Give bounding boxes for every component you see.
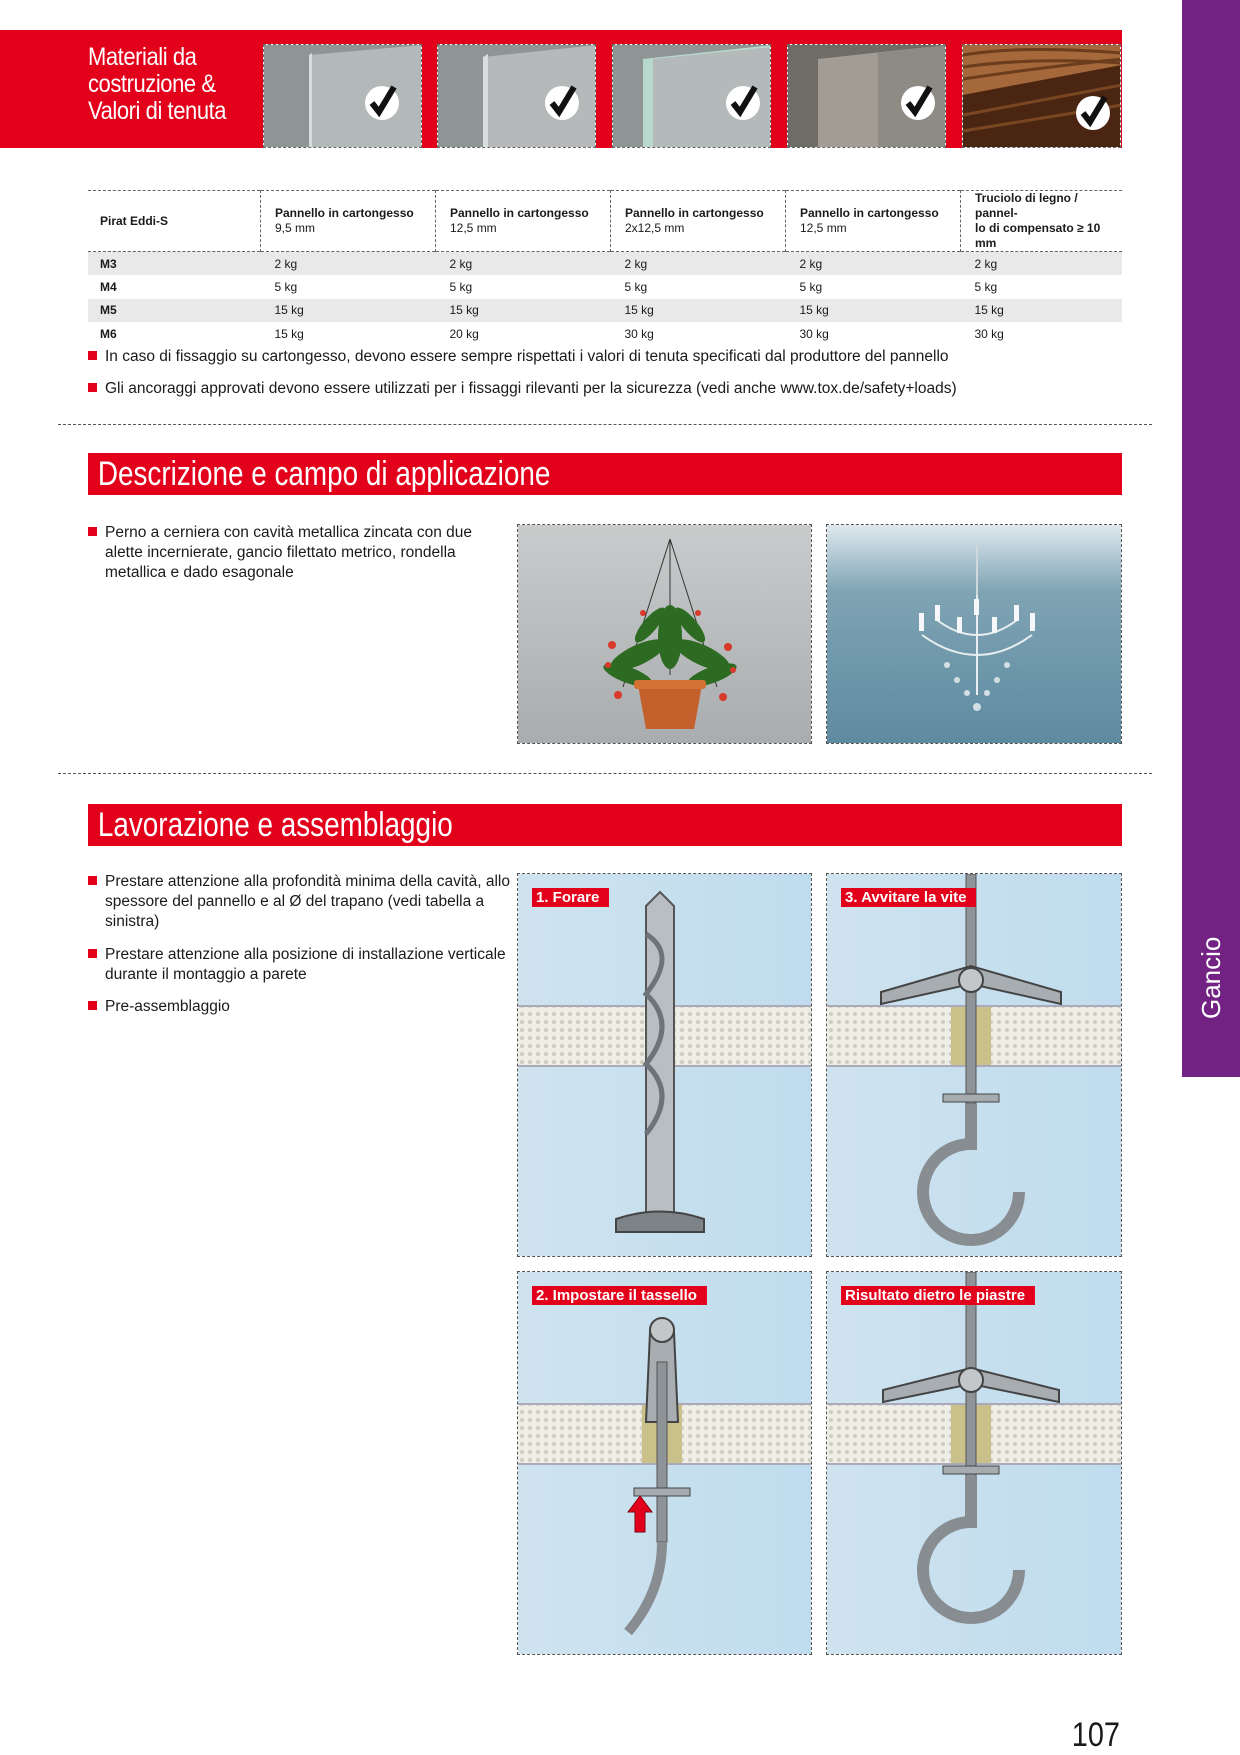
header-title-line: costruzione & — [88, 70, 216, 98]
step-label: Risultato dietro le piastre — [841, 1286, 1035, 1305]
table-row: M6 15 kg 20 kg 30 kg 30 kg 30 kg — [100, 326, 1004, 341]
material-tile-wood — [962, 44, 1121, 148]
note-item: In caso di fissaggio su cartongesso, devono essere sempre rispettati i valori di tenuta specificati dal produttore del pannello — [88, 347, 1122, 367]
photo-chandelier — [826, 524, 1122, 744]
check-icon — [1076, 96, 1110, 130]
table-row: M4 5 kg 5 kg 5 kg 5 kg 5 kg — [100, 279, 998, 294]
material-tile-drywall-9-5 — [263, 44, 422, 148]
assembly-bullet: Prestare attenzione alla profondità minima della cavità, allo spessore del pannello e al Ø del trapano (vedi tabella a sinistra) — [88, 872, 535, 932]
step-image-result — [826, 1271, 1122, 1655]
header-title-line: Materiali da — [88, 43, 197, 71]
photo-hanging-plant — [517, 524, 812, 744]
step-image-drill — [517, 873, 812, 1257]
table-column-header: Pannello in cartongesso 12,5 mm — [436, 191, 611, 252]
section-divider — [58, 424, 1152, 425]
check-icon — [901, 86, 935, 120]
table-row: M3 2 kg 2 kg 2 kg 2 kg 2 kg — [88, 252, 1122, 276]
bullet-square-icon — [88, 383, 97, 392]
material-tile-rough-board — [787, 44, 946, 148]
check-icon — [726, 86, 760, 120]
step-image-set-anchor — [517, 1271, 812, 1655]
assembly-bullet: Prestare attenzione alla posizione di installazione verticale durante il montaggio a parete — [88, 945, 535, 985]
section-divider — [58, 773, 1152, 774]
description-bullet: Perno a cerniera con cavità metallica zincata con due alette incernierate, gancio filettato metrico, rondella metallica e dado esagonale — [88, 523, 505, 583]
table-row: M5 15 kg 15 kg 15 kg 15 kg 15 kg — [88, 299, 1122, 323]
check-icon — [545, 86, 579, 120]
material-tile-drywall-2x12-5 — [612, 44, 771, 148]
bullet-square-icon — [88, 527, 97, 536]
header-title-line: Valori di tenuta — [88, 97, 227, 125]
material-tile-drywall-12-5 — [437, 44, 596, 148]
section-heading-assembly: Lavorazione e assemblaggio — [88, 804, 1122, 846]
check-icon — [365, 86, 399, 120]
side-tab — [1182, 0, 1240, 1077]
assembly-bullet: Pre-assemblaggio — [88, 997, 535, 1017]
step-label: 3. Avvitare la vite — [841, 888, 976, 907]
bullet-square-icon — [88, 1001, 97, 1010]
bullet-square-icon — [88, 949, 97, 958]
table-column-header: Pannello in cartongesso 12,5 mm — [786, 191, 961, 252]
table-column-header: Pannello in cartongesso 2x12,5 mm — [611, 191, 786, 252]
page-number: 107 — [1071, 1716, 1120, 1754]
load-table — [88, 190, 1122, 346]
side-tab-label: Gancio — [1196, 936, 1226, 1019]
note-item: Gli ancoraggi approvati devono essere utilizzati per i fissaggi rilevanti per la sicurezza (vedi anche www.tox.de/safety+loads) — [88, 379, 1122, 399]
step-image-screw — [826, 873, 1122, 1257]
table-product-label: Pirat Eddi-S — [100, 213, 169, 228]
bullet-square-icon — [88, 351, 97, 360]
section-heading-description: Descrizione e campo di applicazione — [88, 453, 1122, 495]
table-column-header: Truciolo di legno / pannel- lo di compensato ≥ 10 mm — [961, 191, 1123, 252]
table-header-row — [88, 191, 1122, 252]
table-column-header: Pannello in cartongesso 9,5 mm — [261, 191, 436, 252]
step-label: 1. Forare — [532, 888, 609, 907]
header-title — [88, 44, 238, 125]
bullet-square-icon — [88, 876, 97, 885]
step-label: 2. Impostare il tassello — [532, 1286, 707, 1305]
